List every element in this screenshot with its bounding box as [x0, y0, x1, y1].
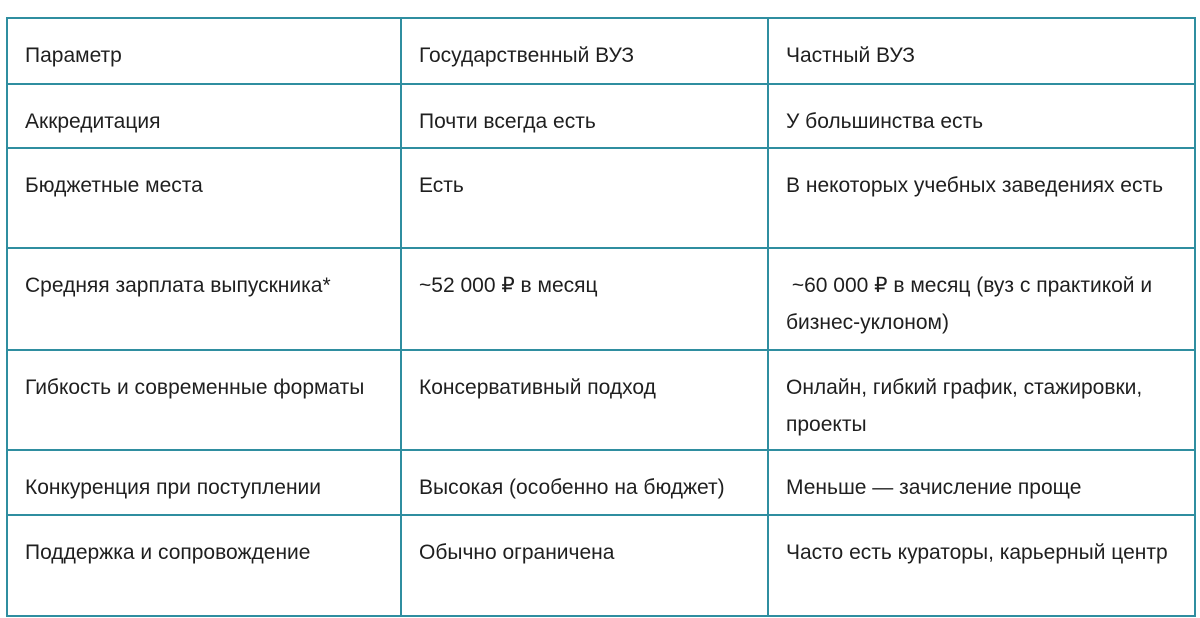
- state-university-cell: Почти всегда есть: [401, 84, 768, 148]
- table-header-row: [7, 18, 1195, 84]
- private-university-cell: Часто есть кураторы, карьерный центр: [768, 515, 1195, 616]
- row-label-cell: Гибкость и современные форматы: [7, 350, 401, 450]
- state-university-cell: Обычно ограничена: [401, 515, 768, 616]
- table-row: [7, 148, 1195, 248]
- row-label-cell: Конкуренция при поступлении: [7, 450, 401, 515]
- private-university-cell: ~60 000 ₽ в месяц (вуз с практикой и бизнес-уклоном): [768, 248, 1195, 350]
- private-university-cell: У большинства есть: [768, 84, 1195, 148]
- private-university-cell: Онлайн, гибкий график, стажировки, проекты: [768, 350, 1195, 450]
- state-university-cell: Консервативный подход: [401, 350, 768, 450]
- header-cell-state-university: Государственный ВУЗ: [401, 18, 768, 84]
- table-row: [7, 248, 1195, 350]
- private-university-cell: Меньше — зачисление проще: [768, 450, 1195, 515]
- row-label-cell: Аккредитация: [7, 84, 401, 148]
- header-cell-private-university: Частный ВУЗ: [768, 18, 1195, 84]
- row-label-cell: Бюджетные места: [7, 148, 401, 248]
- state-university-cell: Есть: [401, 148, 768, 248]
- state-university-cell: ~52 000 ₽ в месяц: [401, 248, 768, 350]
- row-label-cell: Средняя зарплата выпускника*: [7, 248, 401, 350]
- comparison-table: [6, 17, 1196, 617]
- row-label-cell: Поддержка и сопровождение: [7, 515, 401, 616]
- state-university-cell: Высокая (особенно на бюджет): [401, 450, 768, 515]
- table-row: [7, 84, 1195, 148]
- private-university-cell: В некоторых учебных заведениях есть: [768, 148, 1195, 248]
- header-cell-parameter: Параметр: [7, 18, 401, 84]
- table-row: [7, 350, 1195, 450]
- table-row: [7, 450, 1195, 515]
- table-row: [7, 515, 1195, 616]
